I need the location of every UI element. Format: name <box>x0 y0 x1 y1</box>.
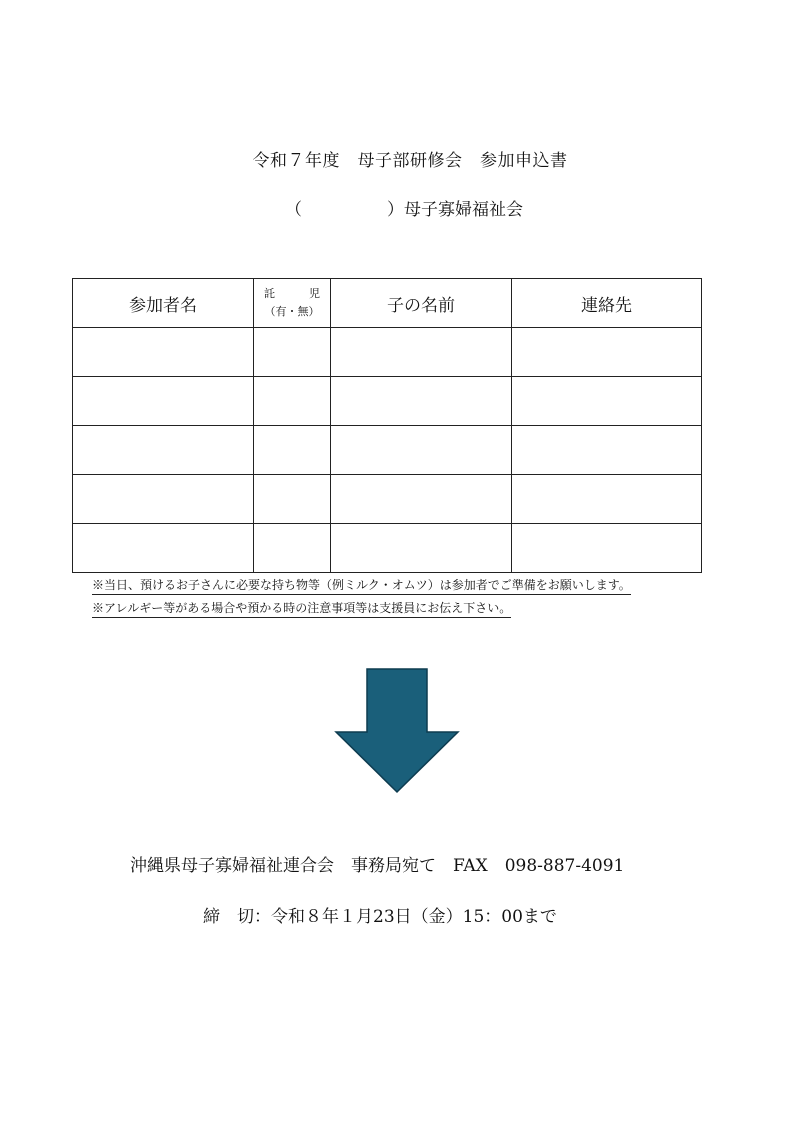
deadline: 締 切：令和８年１月23日（金）15：00まで <box>203 907 557 927</box>
cell-contact[interactable] <box>512 475 702 524</box>
table-row <box>73 328 702 377</box>
cell-childcare[interactable] <box>254 524 331 573</box>
cell-child-name[interactable] <box>331 426 512 475</box>
cell-childcare[interactable] <box>254 377 331 426</box>
header-childcare <box>254 279 331 328</box>
cell-contact[interactable] <box>512 426 702 475</box>
header-contact: 連絡先 <box>512 279 702 328</box>
cell-child-name[interactable] <box>331 328 512 377</box>
table-row <box>73 524 702 573</box>
cell-child-name[interactable] <box>331 377 512 426</box>
cell-child-name[interactable] <box>331 524 512 573</box>
header-childcare-yes-no: （有・無） <box>264 305 320 318</box>
cell-participant-name[interactable] <box>73 377 254 426</box>
form-title: 令和７年度 母子部研修会 参加申込書 <box>252 151 568 171</box>
cell-contact[interactable] <box>512 328 702 377</box>
cell-participant-name[interactable] <box>73 475 254 524</box>
cell-contact[interactable] <box>512 524 702 573</box>
fax-destination: 沖縄県母子寡婦福祉連合会 事務局宛て FAX 098-887-4091 <box>130 856 625 876</box>
table-header-row <box>73 279 702 328</box>
cell-participant-name[interactable] <box>73 328 254 377</box>
table-row <box>73 377 702 426</box>
cell-participant-name[interactable] <box>73 426 254 475</box>
application-table <box>72 278 702 573</box>
association-name-line: （ ）母子寡婦福祉会 <box>285 200 523 220</box>
header-childcare-char-2: 児 <box>309 287 320 301</box>
cell-childcare[interactable] <box>254 426 331 475</box>
notes-section <box>92 576 631 622</box>
note-allergies: ※アレルギー等がある場合や預かる時の注意事項等は支援員にお伝え下さい。 <box>92 599 511 618</box>
header-child-name: 子の名前 <box>331 279 512 328</box>
cell-contact[interactable] <box>512 377 702 426</box>
cell-childcare[interactable] <box>254 328 331 377</box>
table-row <box>73 475 702 524</box>
cell-childcare[interactable] <box>254 475 331 524</box>
table-row <box>73 426 702 475</box>
cell-participant-name[interactable] <box>73 524 254 573</box>
header-participant-name: 参加者名 <box>73 279 254 328</box>
cell-child-name[interactable] <box>331 475 512 524</box>
header-childcare-char-1: 託 <box>264 287 275 301</box>
down-arrow-icon <box>334 668 460 794</box>
down-arrow-shape <box>336 669 458 792</box>
note-belongings: ※当日、預けるお子さんに必要な持ち物等（例ミルク・オムツ）は参加者でご準備をお願いします。 <box>92 576 631 595</box>
